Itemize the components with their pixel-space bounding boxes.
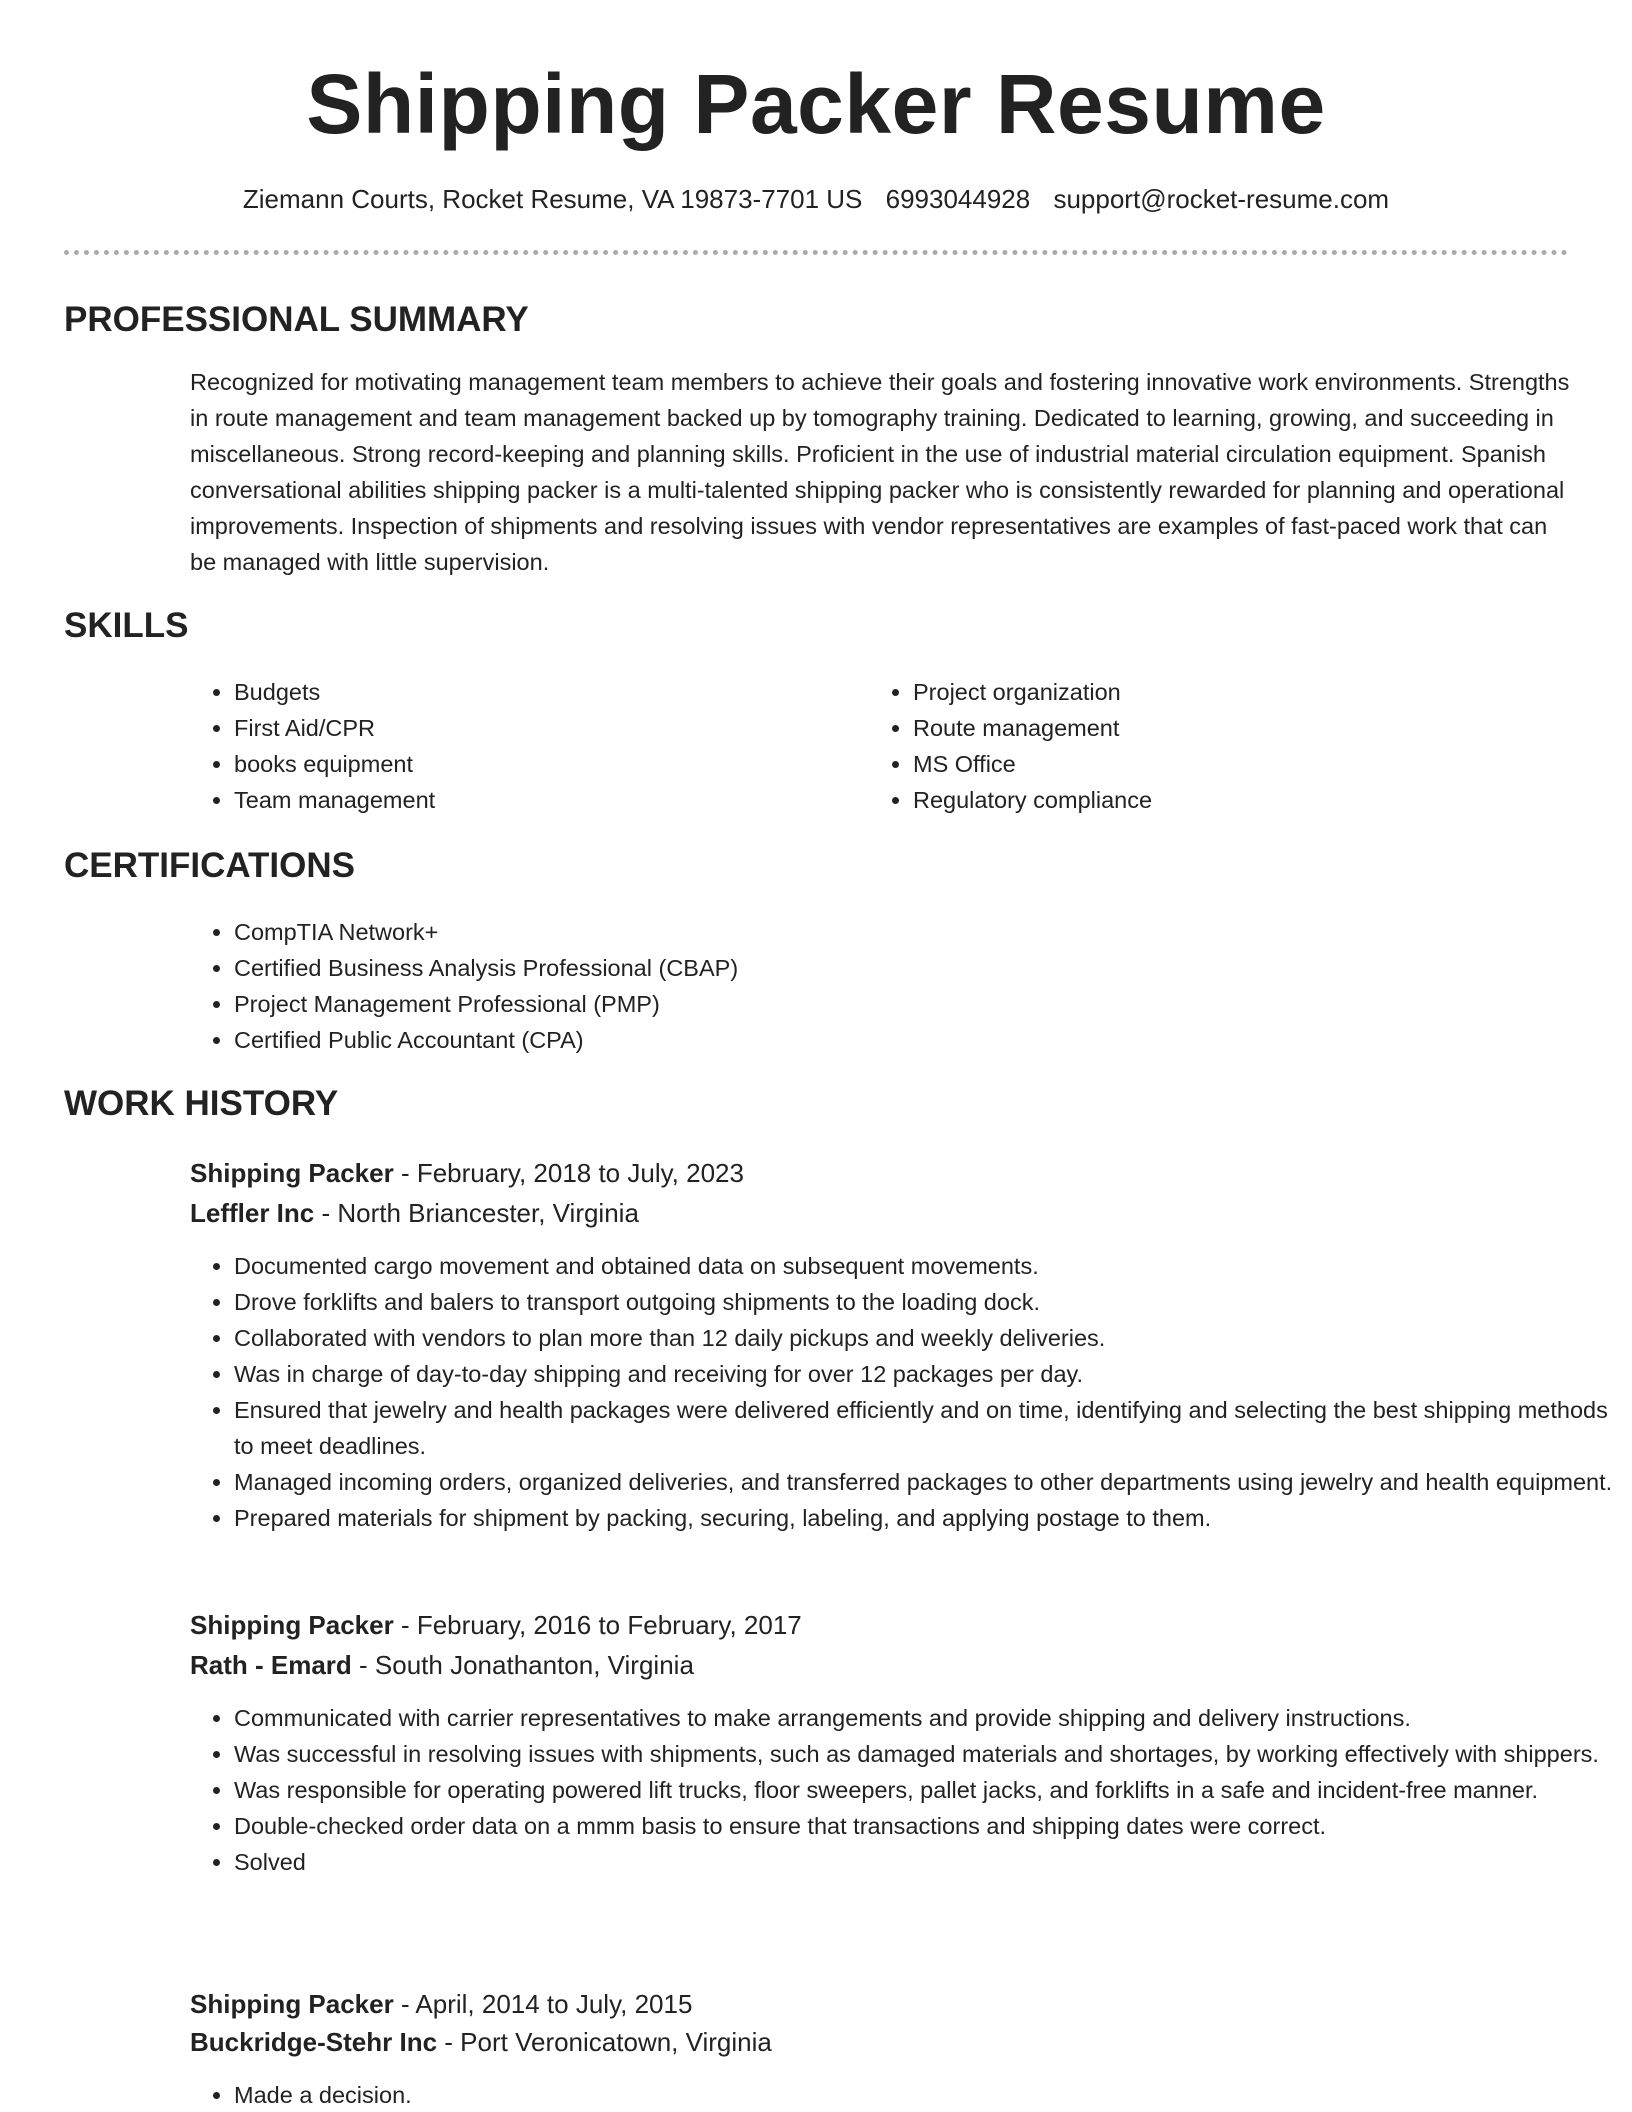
contact-phone: 6993044928 <box>885 184 1031 214</box>
work-history-heading: WORK HISTORY <box>64 1084 339 1123</box>
job-bullets <box>190 1248 1614 1536</box>
job-title-line <box>190 1607 802 1643</box>
list-item: • Regulatory compliance <box>913 782 1513 818</box>
list-item: • Budgets <box>234 674 834 710</box>
list-item: • Was successful in resolving issues with shipments, such as damaged materials and shortages, by working effectively with shippers. <box>234 1736 1614 1772</box>
resume-title: Shipping Packer Resume <box>306 57 1326 151</box>
contact-email: support@rocket-resume.com <box>1053 184 1390 214</box>
job-bullets <box>190 2077 1614 2112</box>
list-item: • Route management <box>913 710 1513 746</box>
job-company-line <box>190 2024 772 2060</box>
list-item: • Certified Public Accountant (CPA) <box>234 1022 1564 1058</box>
list-item: • Documented cargo movement and obtained data on subsequent movements. <box>234 1248 1614 1284</box>
job-bullets <box>190 1700 1614 1880</box>
list-item: • books equipment <box>234 746 834 782</box>
list-item: • Solved <box>234 1844 1614 1880</box>
summary-text: Recognized for motivating management team members to achieve their goals and fostering innovative work environments. Strengths in route management and team management backed up by tomography training. Dedicated to learning, growing, and succeeding in miscellaneous. Strong record-keeping and planning skills. Proficient in the use of industrial material circulation equipment. Spanish conversational abilities shipping packer is a multi-talented shipping packer who is consistently rewarded for planning and operational improvements. Inspection of shipments and resolving issues with vendor representatives are examples of fast-paced work that can be managed with little supervision. <box>190 369 1570 575</box>
contact-address: Ziemann Courts, Rocket Resume, VA 19873-7701 US <box>242 184 863 214</box>
job-company: Rath - Emard <box>190 1650 352 1680</box>
job-title: Shipping Packer <box>190 1610 394 1640</box>
job-location: - Port Veronicatown, Virginia <box>437 2027 772 2057</box>
job-company: Leffler Inc <box>190 1198 315 1228</box>
list-item: • Prepared materials for shipment by packing, securing, labeling, and applying postage to them. <box>234 1500 1614 1536</box>
job-company-line <box>190 1647 694 1683</box>
list-item: • Ensured that jewelry and health packages were delivered efficiently and on time, identifying and selecting the best shipping methods to meet deadlines. <box>234 1392 1614 1464</box>
list-item: • First Aid/CPR <box>234 710 834 746</box>
skills-heading: SKILLS <box>64 606 189 645</box>
certifications-heading: CERTIFICATIONS <box>64 846 356 885</box>
list-item: • Certified Business Analysis Professional (CBAP) <box>234 950 1564 986</box>
list-item: • Collaborated with vendors to plan more than 12 daily pickups and weekly deliveries. <box>234 1320 1614 1356</box>
contact-line <box>0 181 1632 217</box>
job-location: - North Briancester, Virginia <box>314 1198 639 1228</box>
job-title: Shipping Packer <box>190 1989 394 2019</box>
summary-heading: PROFESSIONAL SUMMARY <box>64 300 529 339</box>
list-item: • Made a decision. <box>234 2077 1614 2112</box>
job-location: - South Jonathanton, Virginia <box>351 1650 694 1680</box>
job-company: Buckridge-Stehr Inc <box>190 2027 438 2057</box>
job-dates: - February, 2016 to February, 2017 <box>393 1610 802 1640</box>
list-item: • Double-checked order data on a mmm basis to ensure that transactions and shipping dates were correct. <box>234 1808 1614 1844</box>
certifications-list <box>190 914 1564 1058</box>
job-title-line <box>190 1986 692 2022</box>
list-item: • CompTIA Network+ <box>234 914 1564 950</box>
job-dates: - April, 2014 to July, 2015 <box>393 1989 693 2019</box>
list-item: • Project Management Professional (PMP) <box>234 986 1564 1022</box>
job-dates: - February, 2018 to July, 2023 <box>393 1158 744 1188</box>
list-item: • Was in charge of day-to-day shipping and receiving for over 12 packages per day. <box>234 1356 1614 1392</box>
list-item: • Team management <box>234 782 834 818</box>
job-company-line <box>190 1195 639 1231</box>
skills-list-right <box>869 674 1513 818</box>
header-divider <box>64 250 1568 255</box>
skills-list-left <box>190 674 834 818</box>
list-item: • MS Office <box>913 746 1513 782</box>
list-item: • Drove forklifts and balers to transport outgoing shipments to the loading dock. <box>234 1284 1614 1320</box>
job-title: Shipping Packer <box>190 1158 394 1188</box>
list-item: • Managed incoming orders, organized deliveries, and transferred packages to other departments using jewelry and health equipment. <box>234 1464 1614 1500</box>
job-title-line <box>190 1155 744 1191</box>
list-item: • Was responsible for operating powered lift trucks, floor sweepers, pallet jacks, and forklifts in a safe and incident-free manner. <box>234 1772 1614 1808</box>
list-item: • Project organization <box>913 674 1513 710</box>
list-item: • Communicated with carrier representatives to make arrangements and provide shipping and delivery instructions. <box>234 1700 1614 1736</box>
